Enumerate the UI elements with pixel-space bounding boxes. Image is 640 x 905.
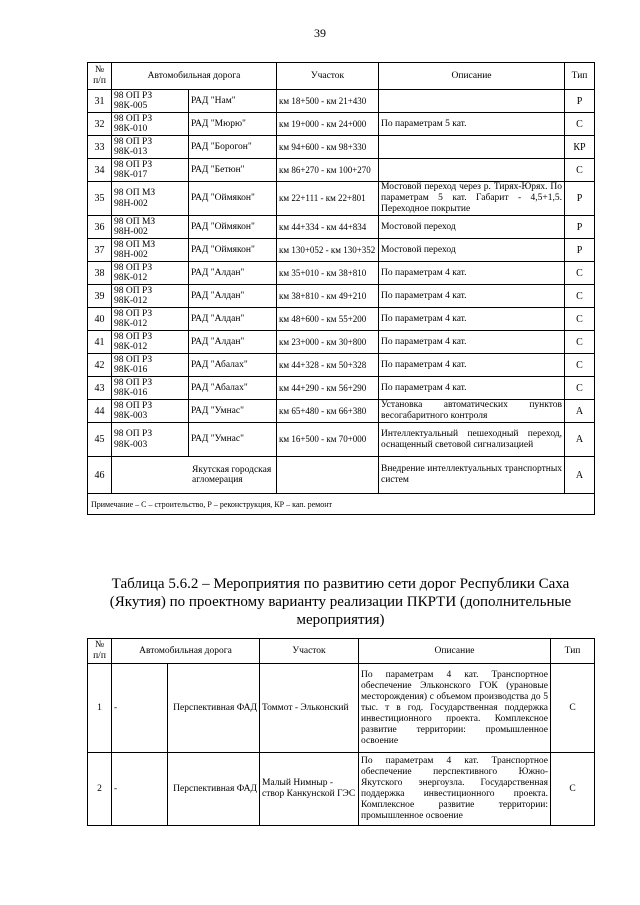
description: По параметрам 4 кат. bbox=[379, 262, 565, 285]
road-code: 98 ОП РЗ 98К-003 bbox=[112, 400, 189, 423]
work-type: Р bbox=[565, 239, 595, 262]
description: Внедрение интеллектуальных транспортных систем bbox=[379, 457, 565, 494]
description: Мостовой переход через р. Тирях-Юрях. По параметрам 5 кат. Габарит - 4,5+1,5. Переходное покрытие bbox=[379, 182, 565, 216]
row-number: 2 bbox=[88, 753, 112, 826]
table-header-row bbox=[88, 639, 595, 664]
table-row bbox=[88, 113, 595, 136]
row-number: 42 bbox=[88, 354, 112, 377]
work-type: А bbox=[565, 423, 595, 457]
work-type: Р bbox=[565, 90, 595, 113]
work-type: А bbox=[565, 400, 595, 423]
table-row bbox=[88, 239, 595, 262]
header-description: Описание bbox=[359, 639, 551, 664]
road-name: РАД "Нам" bbox=[189, 90, 277, 113]
row-number: 32 bbox=[88, 113, 112, 136]
description: По параметрам 4 кат. bbox=[379, 377, 565, 400]
table-row bbox=[88, 136, 595, 159]
row-number: 1 bbox=[88, 664, 112, 753]
road-code: 98 ОП МЗ 98Н-002 bbox=[112, 216, 189, 239]
table-note: Примечание – С – строительство, Р – реконструкция, КР – кап. ремонт bbox=[88, 494, 595, 515]
road-name: РАД "Оймякон" bbox=[189, 182, 277, 216]
road-name: РАД "Оймякон" bbox=[189, 239, 277, 262]
work-type: Р bbox=[565, 182, 595, 216]
road-code: 98 ОП РЗ 98К-012 bbox=[112, 262, 189, 285]
work-type: С bbox=[551, 753, 595, 826]
road-name: РАД "Алдан" bbox=[189, 262, 277, 285]
road-name: РАД "Бетюн" bbox=[189, 159, 277, 182]
description: По параметрам 5 кат. bbox=[379, 113, 565, 136]
work-type: КР bbox=[565, 136, 595, 159]
description bbox=[379, 159, 565, 182]
road-code: 98 ОП РЗ 98К-010 bbox=[112, 113, 189, 136]
description bbox=[379, 90, 565, 113]
road-name: Перспективная ФАД bbox=[168, 664, 260, 753]
additional-measures-table bbox=[87, 638, 595, 826]
row-number: 43 bbox=[88, 377, 112, 400]
work-type: Р bbox=[565, 216, 595, 239]
road-name: РАД "Оймякон" bbox=[189, 216, 277, 239]
work-type: С bbox=[565, 113, 595, 136]
row-number: 46 bbox=[88, 457, 112, 494]
table-row bbox=[88, 262, 595, 285]
table-row bbox=[88, 354, 595, 377]
description: По параметрам 4 кат. bbox=[379, 308, 565, 331]
road-section: км 65+480 - км 66+380 bbox=[277, 400, 379, 423]
road-code: - bbox=[112, 753, 168, 826]
road-section: км 38+810 - км 49+210 bbox=[277, 285, 379, 308]
road-name: Якутская городская агломерация bbox=[112, 457, 277, 494]
roads-table-continued bbox=[87, 62, 595, 515]
road-code: 98 ОП РЗ 98К-017 bbox=[112, 159, 189, 182]
road-section: Томмот - Эльконский bbox=[260, 664, 359, 753]
road-name: РАД "Борогон" bbox=[189, 136, 277, 159]
table-header-row bbox=[88, 63, 595, 90]
header-num: № п/п bbox=[88, 63, 112, 90]
description: Интеллектуальный пешеходный переход, оснащенный световой сигнализацией bbox=[379, 423, 565, 457]
road-section: км 19+000 - км 24+000 bbox=[277, 113, 379, 136]
header-num: № п/п bbox=[88, 639, 112, 664]
table-row bbox=[88, 664, 595, 753]
road-code: 98 ОП РЗ 98К-012 bbox=[112, 285, 189, 308]
work-type: С bbox=[565, 308, 595, 331]
road-section bbox=[277, 457, 379, 494]
header-section: Участок bbox=[260, 639, 359, 664]
row-number: 37 bbox=[88, 239, 112, 262]
row-number: 45 bbox=[88, 423, 112, 457]
road-code: 98 ОП РЗ 98К-005 bbox=[112, 90, 189, 113]
row-number: 34 bbox=[88, 159, 112, 182]
road-section: км 86+270 - км 100+270 bbox=[277, 159, 379, 182]
road-section: км 23+000 - км 30+800 bbox=[277, 331, 379, 354]
work-type: С bbox=[565, 331, 595, 354]
work-type: С bbox=[565, 354, 595, 377]
road-code: 98 ОП РЗ 98К-012 bbox=[112, 331, 189, 354]
road-section: км 44+328 - км 50+328 bbox=[277, 354, 379, 377]
road-name: РАД "Алдан" bbox=[189, 331, 277, 354]
road-name: Перспективная ФАД bbox=[168, 753, 260, 826]
work-type: С bbox=[565, 285, 595, 308]
road-code: - bbox=[112, 664, 168, 753]
row-number: 38 bbox=[88, 262, 112, 285]
description: По параметрам 4 кат. bbox=[379, 354, 565, 377]
description bbox=[379, 136, 565, 159]
table-row bbox=[88, 159, 595, 182]
road-section: км 44+290 - км 56+290 bbox=[277, 377, 379, 400]
road-name: РАД "Мюрю" bbox=[189, 113, 277, 136]
table-row bbox=[88, 285, 595, 308]
description: По параметрам 4 кат. bbox=[379, 285, 565, 308]
description: Мостовой переход bbox=[379, 216, 565, 239]
road-code: 98 ОП РЗ 98К-013 bbox=[112, 136, 189, 159]
road-code: 98 ОП РЗ 98К-016 bbox=[112, 377, 189, 400]
work-type: А bbox=[565, 457, 595, 494]
header-description: Описание bbox=[379, 63, 565, 90]
road-section: км 94+600 - км 98+330 bbox=[277, 136, 379, 159]
road-name: РАД "Алдан" bbox=[189, 308, 277, 331]
header-road: Автомобильная дорога bbox=[112, 63, 277, 90]
road-section: км 130+052 - км 130+352 bbox=[277, 239, 379, 262]
road-section: км 35+010 - км 38+810 bbox=[277, 262, 379, 285]
road-code: 98 ОП РЗ 98К-012 bbox=[112, 308, 189, 331]
road-name: РАД "Абалах" bbox=[189, 354, 277, 377]
road-name: РАД "Умнас" bbox=[189, 423, 277, 457]
page-number: 39 bbox=[314, 26, 326, 40]
road-section: км 16+500 - км 70+000 bbox=[277, 423, 379, 457]
road-code: 98 ОП РЗ 98К-016 bbox=[112, 354, 189, 377]
table-note-row bbox=[88, 494, 595, 515]
table-row bbox=[88, 400, 595, 423]
work-type: С bbox=[551, 664, 595, 753]
row-number: 36 bbox=[88, 216, 112, 239]
row-number: 39 bbox=[88, 285, 112, 308]
header-type: Тип bbox=[565, 63, 595, 90]
road-code: 98 ОП МЗ 98Н-002 bbox=[112, 239, 189, 262]
description: По параметрам 4 кат. bbox=[379, 331, 565, 354]
road-section: км 18+500 - км 21+430 bbox=[277, 90, 379, 113]
table-row bbox=[88, 457, 595, 494]
description: Мостовой переход bbox=[379, 239, 565, 262]
row-number: 33 bbox=[88, 136, 112, 159]
table-row bbox=[88, 377, 595, 400]
table-row bbox=[88, 423, 595, 457]
header-road: Автомобильная дорога bbox=[112, 639, 260, 664]
table-row bbox=[88, 90, 595, 113]
road-section: Малый Нимныр - створ Канкунской ГЭС bbox=[260, 753, 359, 826]
table-row bbox=[88, 216, 595, 239]
row-number: 35 bbox=[88, 182, 112, 216]
road-section: км 22+111 - км 22+801 bbox=[277, 182, 379, 216]
work-type: С bbox=[565, 377, 595, 400]
table-row bbox=[88, 308, 595, 331]
table-row bbox=[88, 331, 595, 354]
road-name: РАД "Алдан" bbox=[189, 285, 277, 308]
row-number: 41 bbox=[88, 331, 112, 354]
description: По параметрам 4 кат. Транспортное обеспечение перспективного Южно-Якутского энергоузла. Государственная поддержка инвестиционного проекта. Комплексное развитие территории: промышленное освоение bbox=[359, 753, 551, 826]
description: По параметрам 4 кат. Транспортное обеспечение Эльконского ГОК (урановые месторождения) с объемом производства до 5 тыс. т в год. Государственная поддержка инвестиционного проекта. Комплексное развитие территории: промышленное освоение bbox=[359, 664, 551, 753]
row-number: 44 bbox=[88, 400, 112, 423]
road-code: 98 ОП РЗ 98К-003 bbox=[112, 423, 189, 457]
road-name: РАД "Умнас" bbox=[189, 400, 277, 423]
road-section: км 48+600 - км 55+200 bbox=[277, 308, 379, 331]
description: Установка автоматических пунктов весогабаритного контроля bbox=[379, 400, 565, 423]
header-section: Участок bbox=[277, 63, 379, 90]
work-type: С bbox=[565, 159, 595, 182]
row-number: 40 bbox=[88, 308, 112, 331]
road-code: 98 ОП МЗ 98Н-002 bbox=[112, 182, 189, 216]
row-number: 31 bbox=[88, 90, 112, 113]
table-row bbox=[88, 753, 595, 826]
road-name: РАД "Абалах" bbox=[189, 377, 277, 400]
work-type: С bbox=[565, 262, 595, 285]
table-caption: Таблица 5.6.2 – Мероприятия по развитию сети дорог Республики Саха (Якутия) по проектному варианту реализации ПКРТИ (дополнительные мероприятия) bbox=[109, 576, 572, 628]
table-row bbox=[88, 182, 595, 216]
header-type: Тип bbox=[551, 639, 595, 664]
road-section: км 44+334 - км 44+834 bbox=[277, 216, 379, 239]
